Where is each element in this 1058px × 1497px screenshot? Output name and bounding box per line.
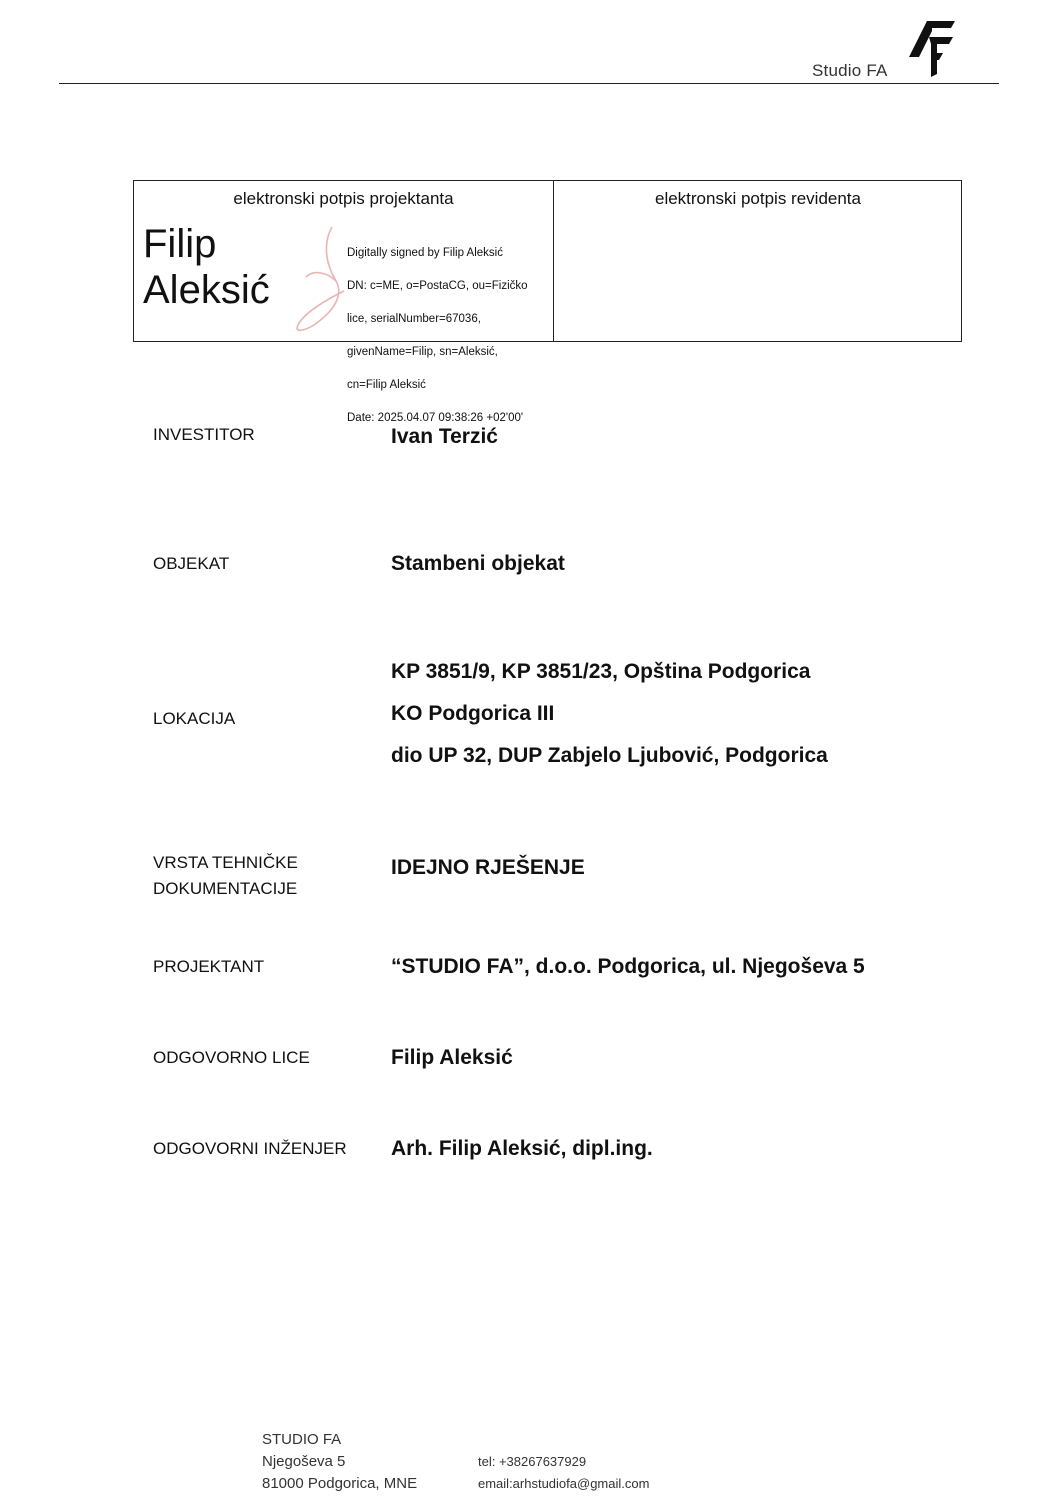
signature-detail-line: cn=Filip Aleksić: [347, 378, 426, 391]
footer-email[interactable]: email:arhstudiofa@gmail.com: [478, 1476, 650, 1491]
objekat-label: OBJEKAT: [153, 554, 230, 573]
signature-detail-line: givenName=Filip, sn=Aleksić,: [347, 345, 498, 358]
footer-city: 81000 Podgorica, MNE: [262, 1475, 418, 1492]
header-divider: [59, 83, 999, 84]
lokacija-label: LOKACIJA: [153, 709, 236, 728]
footer-street: Njegoševa 5: [262, 1453, 346, 1470]
signer-name-line2: Aleksić: [143, 268, 270, 312]
signature-detail-line: Digitally signed by Filip Aleksić: [347, 246, 503, 259]
lokacija-value-line2: KO Podgorica III: [391, 702, 555, 725]
vrsta-label-line2: DOKUMENTACIJE: [153, 879, 298, 898]
investitor-value: Ivan Terzić: [391, 425, 498, 448]
investitor-label: INVESTITOR: [153, 425, 255, 444]
vrsta-label: [153, 850, 298, 902]
signature-detail-line: lice, serialNumber=67036,: [347, 312, 481, 325]
designer-signature-title: elektronski potpis projektanta: [233, 189, 454, 208]
vrsta-value: IDEJNO RJEŠENJE: [391, 856, 585, 879]
signature-detail-line: Date: 2025.04.07 09:38:26 +02'00': [347, 411, 524, 424]
footer-contact: [478, 1451, 649, 1495]
odgovorno-lice-label: ODGOVORNO LICE: [153, 1048, 310, 1067]
vrsta-label-line1: VRSTA TEHNIČKE: [153, 853, 298, 872]
signer-name-line1: Filip: [143, 222, 217, 266]
lokacija-value-line1: KP 3851/9, KP 3851/23, Opština Podgorica: [391, 660, 811, 683]
odgovorno-lice-value: Filip Aleksić: [391, 1046, 513, 1069]
studio-fa-logo-icon: [905, 17, 959, 77]
projektant-value: “STUDIO FA”, d.o.o. Podgorica, ul. Njegoševa 5: [391, 955, 865, 978]
brand-name: Studio FA: [812, 61, 888, 80]
signature-table: [133, 180, 962, 424]
lokacija-value-line3: dio UP 32, DUP Zabjelo Ljubović, Podgorica: [391, 744, 828, 767]
reviewer-signature-title: elektronski potpis revidenta: [654, 189, 861, 208]
footer-tel: tel: +38267637929: [478, 1454, 587, 1469]
signature-detail-line: DN: c=ME, o=PostaCG, ou=Fizičko: [347, 279, 528, 292]
odgovorni-inzenjer-value: Arh. Filip Aleksić, dipl.ing.: [391, 1137, 653, 1160]
footer-address: [262, 1429, 417, 1495]
signature-details: [347, 228, 547, 443]
footer-company: STUDIO FA: [262, 1431, 342, 1448]
odgovorni-inzenjer-label: ODGOVORNI INŽENJER: [153, 1139, 347, 1158]
signer-name: [143, 221, 270, 313]
objekat-value: Stambeni objekat: [391, 552, 565, 575]
signature-mark-icon: [284, 221, 354, 337]
projektant-label: PROJEKTANT: [153, 957, 265, 976]
